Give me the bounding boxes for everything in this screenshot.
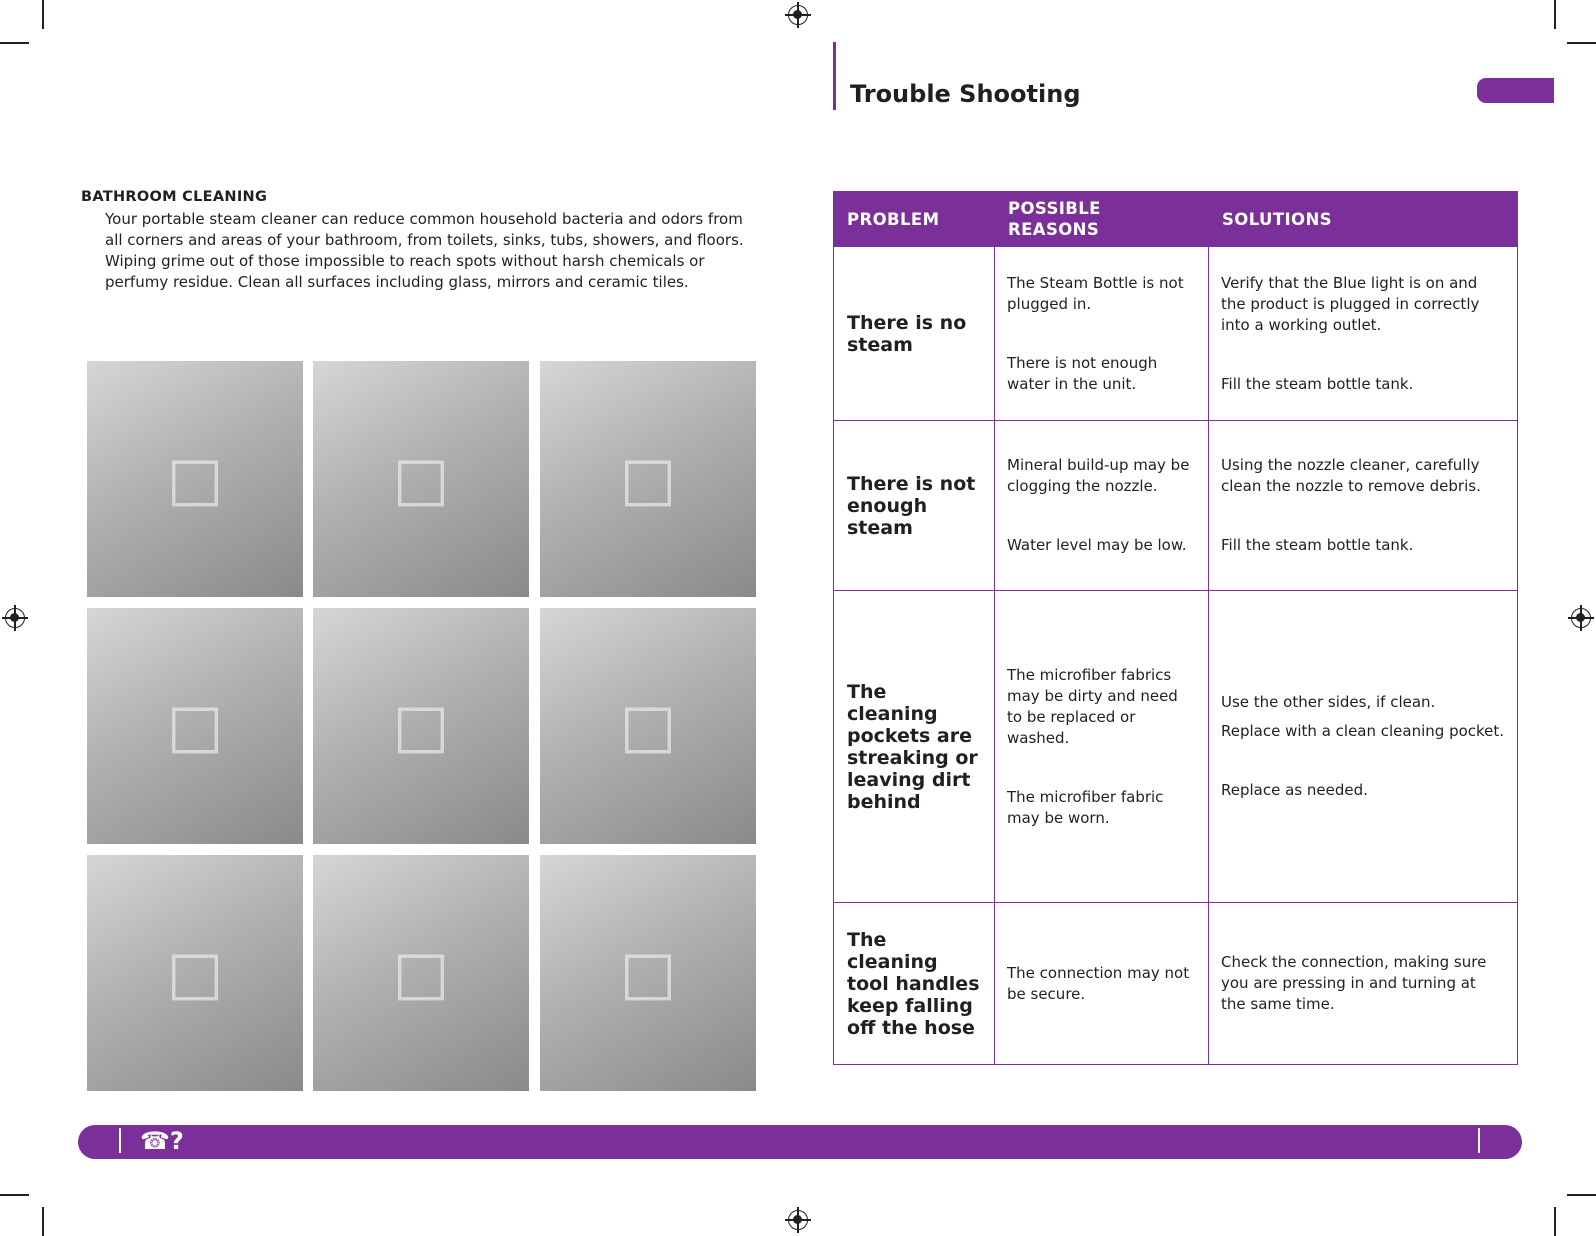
crop-mark xyxy=(0,42,29,44)
reasons-cell xyxy=(995,421,1209,591)
reasons-cell xyxy=(995,247,1209,421)
table-row xyxy=(834,421,1518,591)
registration-mark-icon xyxy=(788,1210,808,1230)
table-header-row xyxy=(834,192,1518,247)
photo-cleaning-stair-railing xyxy=(540,855,756,1091)
problem-cell: The cleaning tool handles keep falling off the hose xyxy=(834,903,995,1065)
solution-text: Check the connection, making sure you are pressing in and turning at the same time. xyxy=(1221,953,1487,1013)
table-row xyxy=(834,247,1518,421)
section-heading: BATHROOM CLEANING xyxy=(81,189,268,205)
reason-text: The microfiber fabrics may be dirty and need to be replaced or washed. xyxy=(1007,665,1178,747)
troubleshooting-table xyxy=(833,191,1518,1065)
image-placeholder-icon: □ xyxy=(166,444,224,514)
footer-divider xyxy=(119,1128,121,1153)
reasons-cell xyxy=(995,903,1209,1065)
reason-text: The connection may not be secure. xyxy=(1007,963,1190,1003)
image-placeholder-icon: □ xyxy=(619,444,677,514)
page-tab-marker xyxy=(1477,78,1554,103)
solution-text: Use the other sides, if clean. xyxy=(1221,693,1436,711)
photo-cleaning-bathtub xyxy=(87,855,303,1091)
crop-mark xyxy=(42,0,44,29)
crop-mark xyxy=(1554,0,1556,29)
title-accent-bar xyxy=(833,42,836,110)
image-placeholder-icon: □ xyxy=(619,938,677,1008)
crop-mark xyxy=(42,1207,44,1236)
footer-divider xyxy=(1478,1128,1480,1153)
crop-mark xyxy=(1567,1194,1596,1196)
column-header-solutions: SOLUTIONS xyxy=(1209,192,1518,247)
table-row xyxy=(834,903,1518,1065)
photo-cleaning-molding xyxy=(313,855,529,1091)
reason-text: Water level may be low. xyxy=(1007,536,1187,554)
image-placeholder-icon: □ xyxy=(619,691,677,761)
image-placeholder-icon: □ xyxy=(392,444,450,514)
phone-help-icon: ☎? xyxy=(140,1127,184,1155)
image-placeholder-icon: □ xyxy=(166,691,224,761)
problem-cell: There is not enough steam xyxy=(834,421,995,591)
solutions-cell xyxy=(1209,591,1518,903)
solution-text: Replace as needed. xyxy=(1221,781,1368,799)
reason-text: Mineral build-up may be clogging the nozzle. xyxy=(1007,456,1190,495)
solutions-cell xyxy=(1209,421,1518,591)
column-header-problem: PROBLEM xyxy=(834,192,995,247)
solution-text: Using the nozzle cleaner, carefully clean the nozzle to remove debris. xyxy=(1221,456,1481,495)
reason-text: The Steam Bottle is not plugged in. xyxy=(1007,273,1184,313)
solution-text: Replace with a clean cleaning pocket. xyxy=(1221,722,1505,740)
photo-cleaning-sink xyxy=(313,361,529,597)
table-row xyxy=(834,591,1518,903)
solution-text: Fill the steam bottle tank. xyxy=(1221,374,1414,393)
page-title: Trouble Shooting xyxy=(850,80,1081,108)
image-placeholder-icon: □ xyxy=(166,938,224,1008)
registration-mark-icon xyxy=(788,5,808,25)
image-placeholder-icon: □ xyxy=(392,938,450,1008)
reason-text: There is not enough water in the unit. xyxy=(1007,353,1158,393)
photo-cleaning-tub xyxy=(313,608,529,844)
registration-mark-icon xyxy=(5,608,25,628)
photo-cleaning-tiles xyxy=(540,608,756,844)
photo-cleaning-faucet xyxy=(87,608,303,844)
reason-text: The microfiber fabric may be worn. xyxy=(1007,787,1164,827)
solutions-cell xyxy=(1209,903,1518,1065)
problem-cell: There is no steam xyxy=(834,247,995,421)
crop-mark xyxy=(1567,42,1596,44)
problem-cell: The cleaning pockets are streaking or leaving dirt behind xyxy=(834,591,995,903)
footer-bar xyxy=(78,1125,1522,1159)
solution-text: Verify that the Blue light is on and the product is plugged in correctly into a working outlet. xyxy=(1221,273,1480,334)
registration-mark-icon xyxy=(1571,608,1591,628)
photo-cleaning-mirror xyxy=(87,361,303,597)
solution-text: Fill the steam bottle tank. xyxy=(1221,536,1414,554)
reasons-cell xyxy=(995,591,1209,903)
column-header-reasons: POSSIBLE REASONS xyxy=(995,192,1209,247)
photo-cleaning-light-fixture xyxy=(540,361,756,597)
section-body: Your portable steam cleaner can reduce common household bacteria and odors from all corners and areas of your bathroom, from toilets, sinks, tubs, showers, and floors. Wiping grime out of those impossible to reach spots without harsh chemicals or perfumy residue. Clean all surfaces including glass, mirrors and ceramic tiles. xyxy=(105,210,744,291)
solutions-cell xyxy=(1209,247,1518,421)
crop-mark xyxy=(0,1194,29,1196)
crop-mark xyxy=(1554,1207,1556,1236)
image-placeholder-icon: □ xyxy=(392,691,450,761)
